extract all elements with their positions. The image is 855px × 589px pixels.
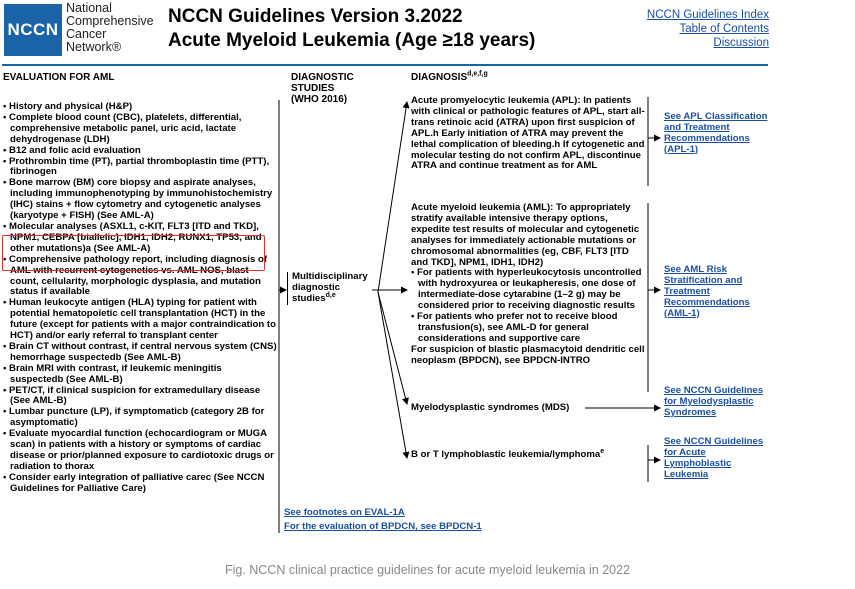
footnotes-link[interactable]: See footnotes on EVAL-1A <box>284 507 405 518</box>
arrow-to-apl <box>378 102 407 292</box>
footnote-ref: d,e,f,g <box>467 70 488 78</box>
all-reference-link[interactable]: See NCCN Guidelines for Acute Lymphoblastic Leukemia <box>664 436 764 480</box>
logo-line: National <box>66 1 112 15</box>
list-item: • Lumbar puncture (LP), if symptomaticb (category 2B for asymptomatic) <box>3 407 277 429</box>
list-item: • Bone marrow (BM) core biopsy and aspirate analyses, including immunophenotyping by immunohistochemistry (IHC) stains + flow cytometry and cytogenetic analyses (karyotype + FISH) (See AML-A) <box>3 178 277 222</box>
list-item: • Prothrombin time (PT), partial thromboplastin time (PTT), fibrinogen <box>3 157 277 179</box>
list-item: • For patients who prefer not to receive blood transfusion(s), see AML-D for general considerations and supportive care <box>411 312 647 345</box>
discussion-link[interactable]: Discussion <box>713 37 769 49</box>
page-subtitle: Acute Myeloid Leukemia (Age ≥18 years) <box>168 30 536 51</box>
heading-line: STUDIES <box>291 83 335 94</box>
list-item: • Brain CT without contrast, if central nervous system (CNS) hemorrhage suspectedb (See AML-B) <box>3 342 277 364</box>
heading-line: DIAGNOSTIC <box>291 72 354 83</box>
mds-reference-link[interactable]: See NCCN Guidelines for Myelodysplastic Syndromes <box>664 385 764 418</box>
list-item: • For patients with hyperleukocytosis uncontrolled with hydroxyurea or leukapheresis, one dose of intermediate-dose cytarabine (1–2 g) may be considered prior to receiving diagnostic results <box>411 268 647 312</box>
arrow-to-mds <box>378 292 407 404</box>
diagnosis-apl: Acute promyelocytic leukemia (APL): In patients with clinical or pathologic features of APL, start all-trans retinoic acid (ATRA) upon first suspicion of APL.h Early initiation of ATRA may prevent the lethal complication of bleeding.h If cytogenetic and molecular testing do not confirm APL, discontinue ATRA and continue treatment as for AML <box>411 95 645 172</box>
footnote-ref: e <box>600 447 605 455</box>
list-item: • Evaluate myocardial function (echocardiogram or MUGA scan) in patients with a history or symptoms of cardiac disease or prior/planned exposure to cardiotoxic drugs or radiation to thorax <box>3 429 277 473</box>
evaluation-heading: EVALUATION FOR AML <box>3 72 115 83</box>
list-item: • B12 and folic acid evaluation <box>3 146 277 157</box>
list-item: • Human leukocyte antigen (HLA) typing for patient with potential hematopoietic cell transplantation (HCT) in the future (except for patients with a major contraindication to HCT) and/or early referral to transplant center <box>3 298 277 342</box>
logo-line: Cancer <box>66 27 107 41</box>
logo-line: Network® <box>66 40 122 54</box>
diagnosis-mds: Myelodysplastic syndromes (MDS) <box>411 402 570 413</box>
blym-text: B or T lymphoblastic leukemia/lymphoma <box>411 449 601 460</box>
bpdcn-evaluation-link[interactable]: For the evaluation of BPDCN, see BPDCN-1 <box>284 521 482 532</box>
list-item: • PET/CT, if clinical suspicion for extramedullary disease (See AML-B) <box>3 386 277 408</box>
nccn-logo: NCCN <box>4 4 62 56</box>
aml-bpdcn: For suspicion of blastic plasmacytoid dendritic cell neoplasm (BPDCN), see BPDCN-INTRO <box>411 343 645 366</box>
studies-text: Multidisciplinary diagnostic studies <box>292 271 368 304</box>
list-item: • Comprehensive pathology report, including diagnosis of AML with recurrent cytogenetics vs. AML NOS, blast count, cellularity, morphologic dysplasia, and mutation status if available <box>3 255 277 299</box>
list-item: • Consider early integration of palliative carec (See NCCN Guidelines for Palliative Care) <box>3 473 277 495</box>
list-item: • Molecular analyses (ASXL1, c-KIT, FLT3 [ITD and TKD], NPM1, CEBPA [biallelic], IDH1, IDH2, RUNX1, TP53, and other mutations)a (See AML-A) <box>3 222 277 255</box>
apl-reference-link[interactable]: See APL Classification and Treatment Recommendations (APL-1) <box>664 111 768 155</box>
guidelines-index-link[interactable]: NCCN Guidelines Index <box>646 9 769 21</box>
figure-caption: Fig. NCCN clinical practice guidelines for acute myeloid leukemia in 2022 <box>224 563 631 577</box>
arrow-to-lymphoblastic <box>378 292 407 458</box>
list-item: • Complete blood count (CBC), platelets, differential, comprehensive metabolic panel, uric acid, lactate dehydrogenase (LDH) <box>3 113 277 146</box>
table-of-contents-link[interactable]: Table of Contents <box>679 23 769 35</box>
list-item: • Brain MRI with contrast, if leukemic meningitis suspectedb (See AML-B) <box>3 364 277 386</box>
list-item: • History and physical (H&P) <box>3 102 277 113</box>
aml-reference-link[interactable]: See AML Risk Stratification and Treatment Recommendations (AML-1) <box>664 264 750 319</box>
heading-line: (WHO 2016) <box>291 94 348 105</box>
diagnosis-heading-text: DIAGNOSIS <box>411 72 468 83</box>
aml-intro: Acute myeloid leukemia (AML): To appropriately stratify available intensive therapy options, expedite test results of molecular and cytogenetic analyses for immediately actionable mutations or chromosomal abnormalities (eg, CBF, FLT3 [ITD and TKD], NPM1, IDH1, IDH2) <box>411 202 640 268</box>
logo-line: Comprehensive <box>66 14 154 28</box>
footnote-ref: d,e <box>325 291 336 299</box>
page-title: NCCN Guidelines Version 3.2022 <box>168 6 463 27</box>
